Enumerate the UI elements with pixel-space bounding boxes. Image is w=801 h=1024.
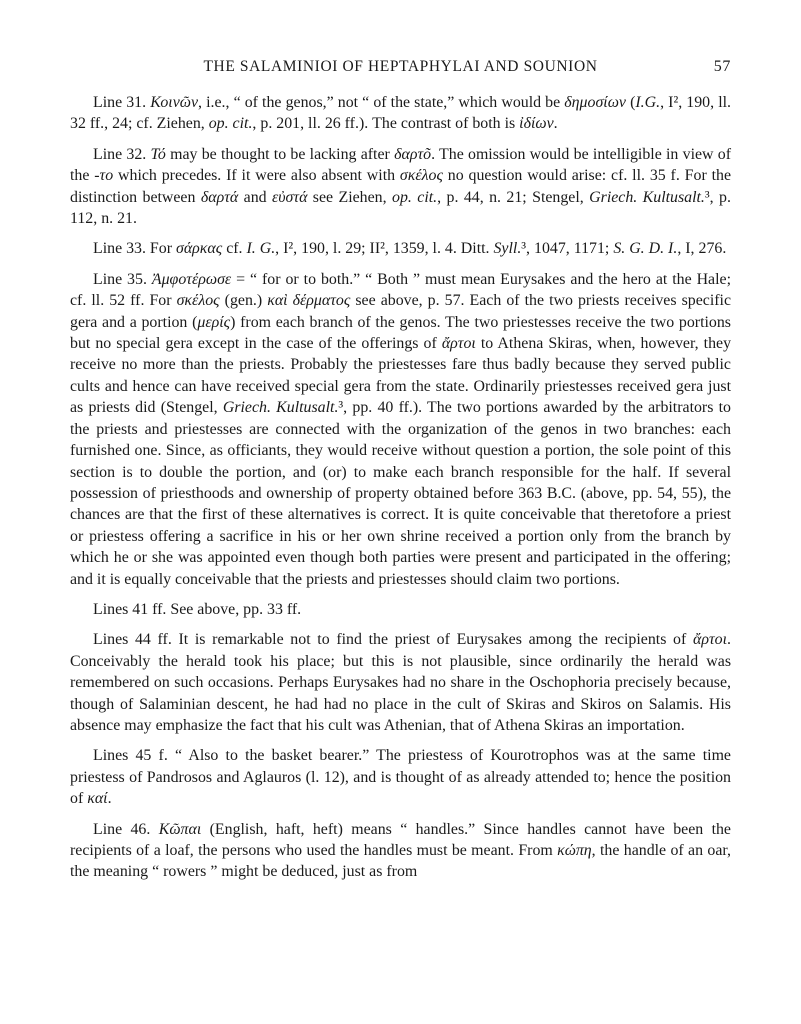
text-run: . Conceivably the herald took his place; but this is not plausible, since ordinarily the herald was remembered on such occasions. Perhaps Eurysakes had no share in the Oschophoria precisely because, though of Salaminian descent, he had had no place in the cult of Skiras and Skiros on Salamis. His absence may emphasize the fact that his cult was Athenian, that of Athena Skiras an importation. bbox=[70, 631, 731, 734]
italic-term: σκέλος bbox=[176, 292, 220, 310]
italic-term: Ἀμφοτέρωσε bbox=[151, 270, 232, 288]
italic-term: -το bbox=[94, 167, 114, 185]
text-run: , the handle of an oar, the meaning “ rowers ” might be deduced, just as from bbox=[70, 842, 731, 881]
text-run: ( bbox=[625, 94, 636, 111]
text-run: Lines 45 f. “ Also to the basket bearer.” The priestess of Kourotrophos was at the same time priestess of Pandrosos and Aglauros (l. 12), and is thought of as already attended to; hence the position of bbox=[70, 747, 731, 808]
note-line-46 bbox=[70, 819, 731, 883]
italic-term: Griech. Kultusalt. bbox=[589, 188, 705, 206]
italic-term: μερίς bbox=[197, 313, 231, 331]
italic-term: καὶ δέρματος bbox=[267, 292, 351, 310]
italic-term: κώπη bbox=[557, 842, 592, 859]
italic-term: ἰδίων bbox=[519, 115, 554, 133]
running-head bbox=[70, 58, 731, 80]
text-run: may be thought to be lacking after bbox=[165, 145, 395, 163]
text-run: Lines 44 ff. It is remarkable not to find the priest of Eurysakes among the recipients of bbox=[93, 631, 693, 649]
italic-term: Griech. Kultusalt. bbox=[222, 399, 339, 417]
text-run: , p. 44, n. 21; Stengel, bbox=[437, 188, 590, 206]
text-run: Lines 41 ff. See above, pp. 33 ff. bbox=[93, 600, 302, 618]
text-run: ³, 1047, 1171; bbox=[521, 240, 614, 258]
italic-term: S. G. D. I. bbox=[613, 240, 678, 258]
italic-term: δημοσίων bbox=[564, 94, 626, 111]
italic-term: Syll. bbox=[493, 240, 522, 258]
italic-term: Κοινῶν bbox=[150, 94, 199, 111]
text-run: . The omission would be intelligible in view of the bbox=[70, 145, 732, 185]
text-run: no question would arise: cf. ll. 35 f. For the distinction between bbox=[70, 167, 731, 206]
text-run: = “ for or to both.” “ Both ” must mean Eurysakes and the hero at the Hale; cf. ll. 52 ff. For bbox=[70, 270, 731, 310]
italic-term: op. cit. bbox=[208, 115, 253, 133]
text-run: (gen.) bbox=[219, 292, 268, 310]
note-lines-44 bbox=[70, 629, 731, 736]
italic-term: δαρτά bbox=[200, 188, 239, 206]
italic-term: ἄρτοι bbox=[441, 335, 476, 353]
note-lines-41 bbox=[70, 599, 731, 620]
text-run: see Ziehen, bbox=[307, 188, 392, 206]
text-run: see above, p. 57. Each of the two priests receives specific gera and a portion ( bbox=[70, 292, 731, 331]
text-run: , I², 190, ll. 32 ff., 24; cf. Ziehen, bbox=[70, 94, 731, 133]
text-run: . bbox=[107, 790, 112, 808]
text-run: which precedes. If it were also absent with bbox=[113, 167, 400, 185]
italic-term: δαρτõ bbox=[394, 145, 432, 163]
text-run: Line 33. For bbox=[93, 240, 176, 258]
text-run: ) from each branch of the genos. The two priestesses receive the two portions but no special gera except in the case of the offerings of bbox=[70, 313, 731, 353]
body-text bbox=[70, 92, 731, 883]
text-run: Line 32. bbox=[93, 145, 151, 163]
note-line-33 bbox=[70, 238, 731, 259]
italic-term: op. cit. bbox=[392, 188, 438, 206]
italic-term: Τό bbox=[150, 145, 166, 163]
text-run: ³, pp. 40 ff.). The two portions awarded by the arbitrators to the priests and priestesses are connected with the organization of the genos in two branches: each furnished one. Since, as officiants, they would receive without question a portion, the sole point of this section is to double the portion, and (or) to make each branch responsible for the half. If several possession of priesthoods and ownership of property obtained before 363 B.C. (above, pp. 54, 55), the chances are that the first of these alternatives is correct. It is quite conceivable that theretofore a priest or priestess offering a sacrifice in his or her own shrine received a portion only from the branch by which he or she was appointed even though both parties were present and participated in the offering; and it is equally conceivable that the priests and priestesses should claim two portions. bbox=[70, 399, 731, 588]
text-run: ³, p. 112, n. 21. bbox=[70, 188, 731, 228]
italic-term: σκέλος bbox=[399, 167, 443, 185]
italic-term: I. G. bbox=[246, 240, 276, 258]
text-run: , i.e., “ of the genos,” not “ of the state,” which would be bbox=[198, 94, 565, 111]
text-run: cf. bbox=[222, 240, 247, 258]
text-run: to Athena Skiras, when, however, they receive no more than the priests. Probably the priestesses fare thus badly because they served public cults and hence can have received special gera from the state. Ordinarily priestesses received gera just as priests did (Stengel, bbox=[70, 335, 732, 417]
note-lines-45 bbox=[70, 745, 731, 809]
italic-term: καί bbox=[87, 790, 108, 808]
note-line-31 bbox=[70, 92, 731, 135]
text-run: Line 46. bbox=[93, 820, 159, 838]
text-run: (English, haft, heft) means “ handles.” Since handles cannot have been the recipients of a loaf, the persons who used the handles must be meant. From bbox=[70, 820, 731, 859]
italic-term: Κῶπαι bbox=[158, 820, 202, 838]
text-run: and bbox=[238, 188, 272, 206]
italic-term: εὐστά bbox=[271, 188, 308, 206]
italic-term: σάρκας bbox=[175, 240, 223, 258]
text-run: Line 31. bbox=[93, 94, 151, 111]
page-number: 57 bbox=[713, 58, 731, 75]
text-run: , p. 201, ll. 26 ff.). The contrast of both is bbox=[252, 115, 520, 133]
text-run: , I, 276. bbox=[677, 240, 727, 258]
note-line-32 bbox=[70, 144, 731, 230]
note-line-35 bbox=[70, 269, 731, 590]
text-run: , I², 190, l. 29; II², 1359, l. 4. Ditt. bbox=[275, 240, 494, 258]
italic-term: ἄρτοι bbox=[692, 631, 728, 649]
text-run: Line 35. bbox=[93, 270, 152, 288]
running-title: THE SALAMINIOI OF HEPTAPHYLAI AND SOUNION bbox=[203, 58, 598, 75]
text-run: . bbox=[553, 115, 558, 133]
italic-term: I.G. bbox=[635, 94, 661, 111]
